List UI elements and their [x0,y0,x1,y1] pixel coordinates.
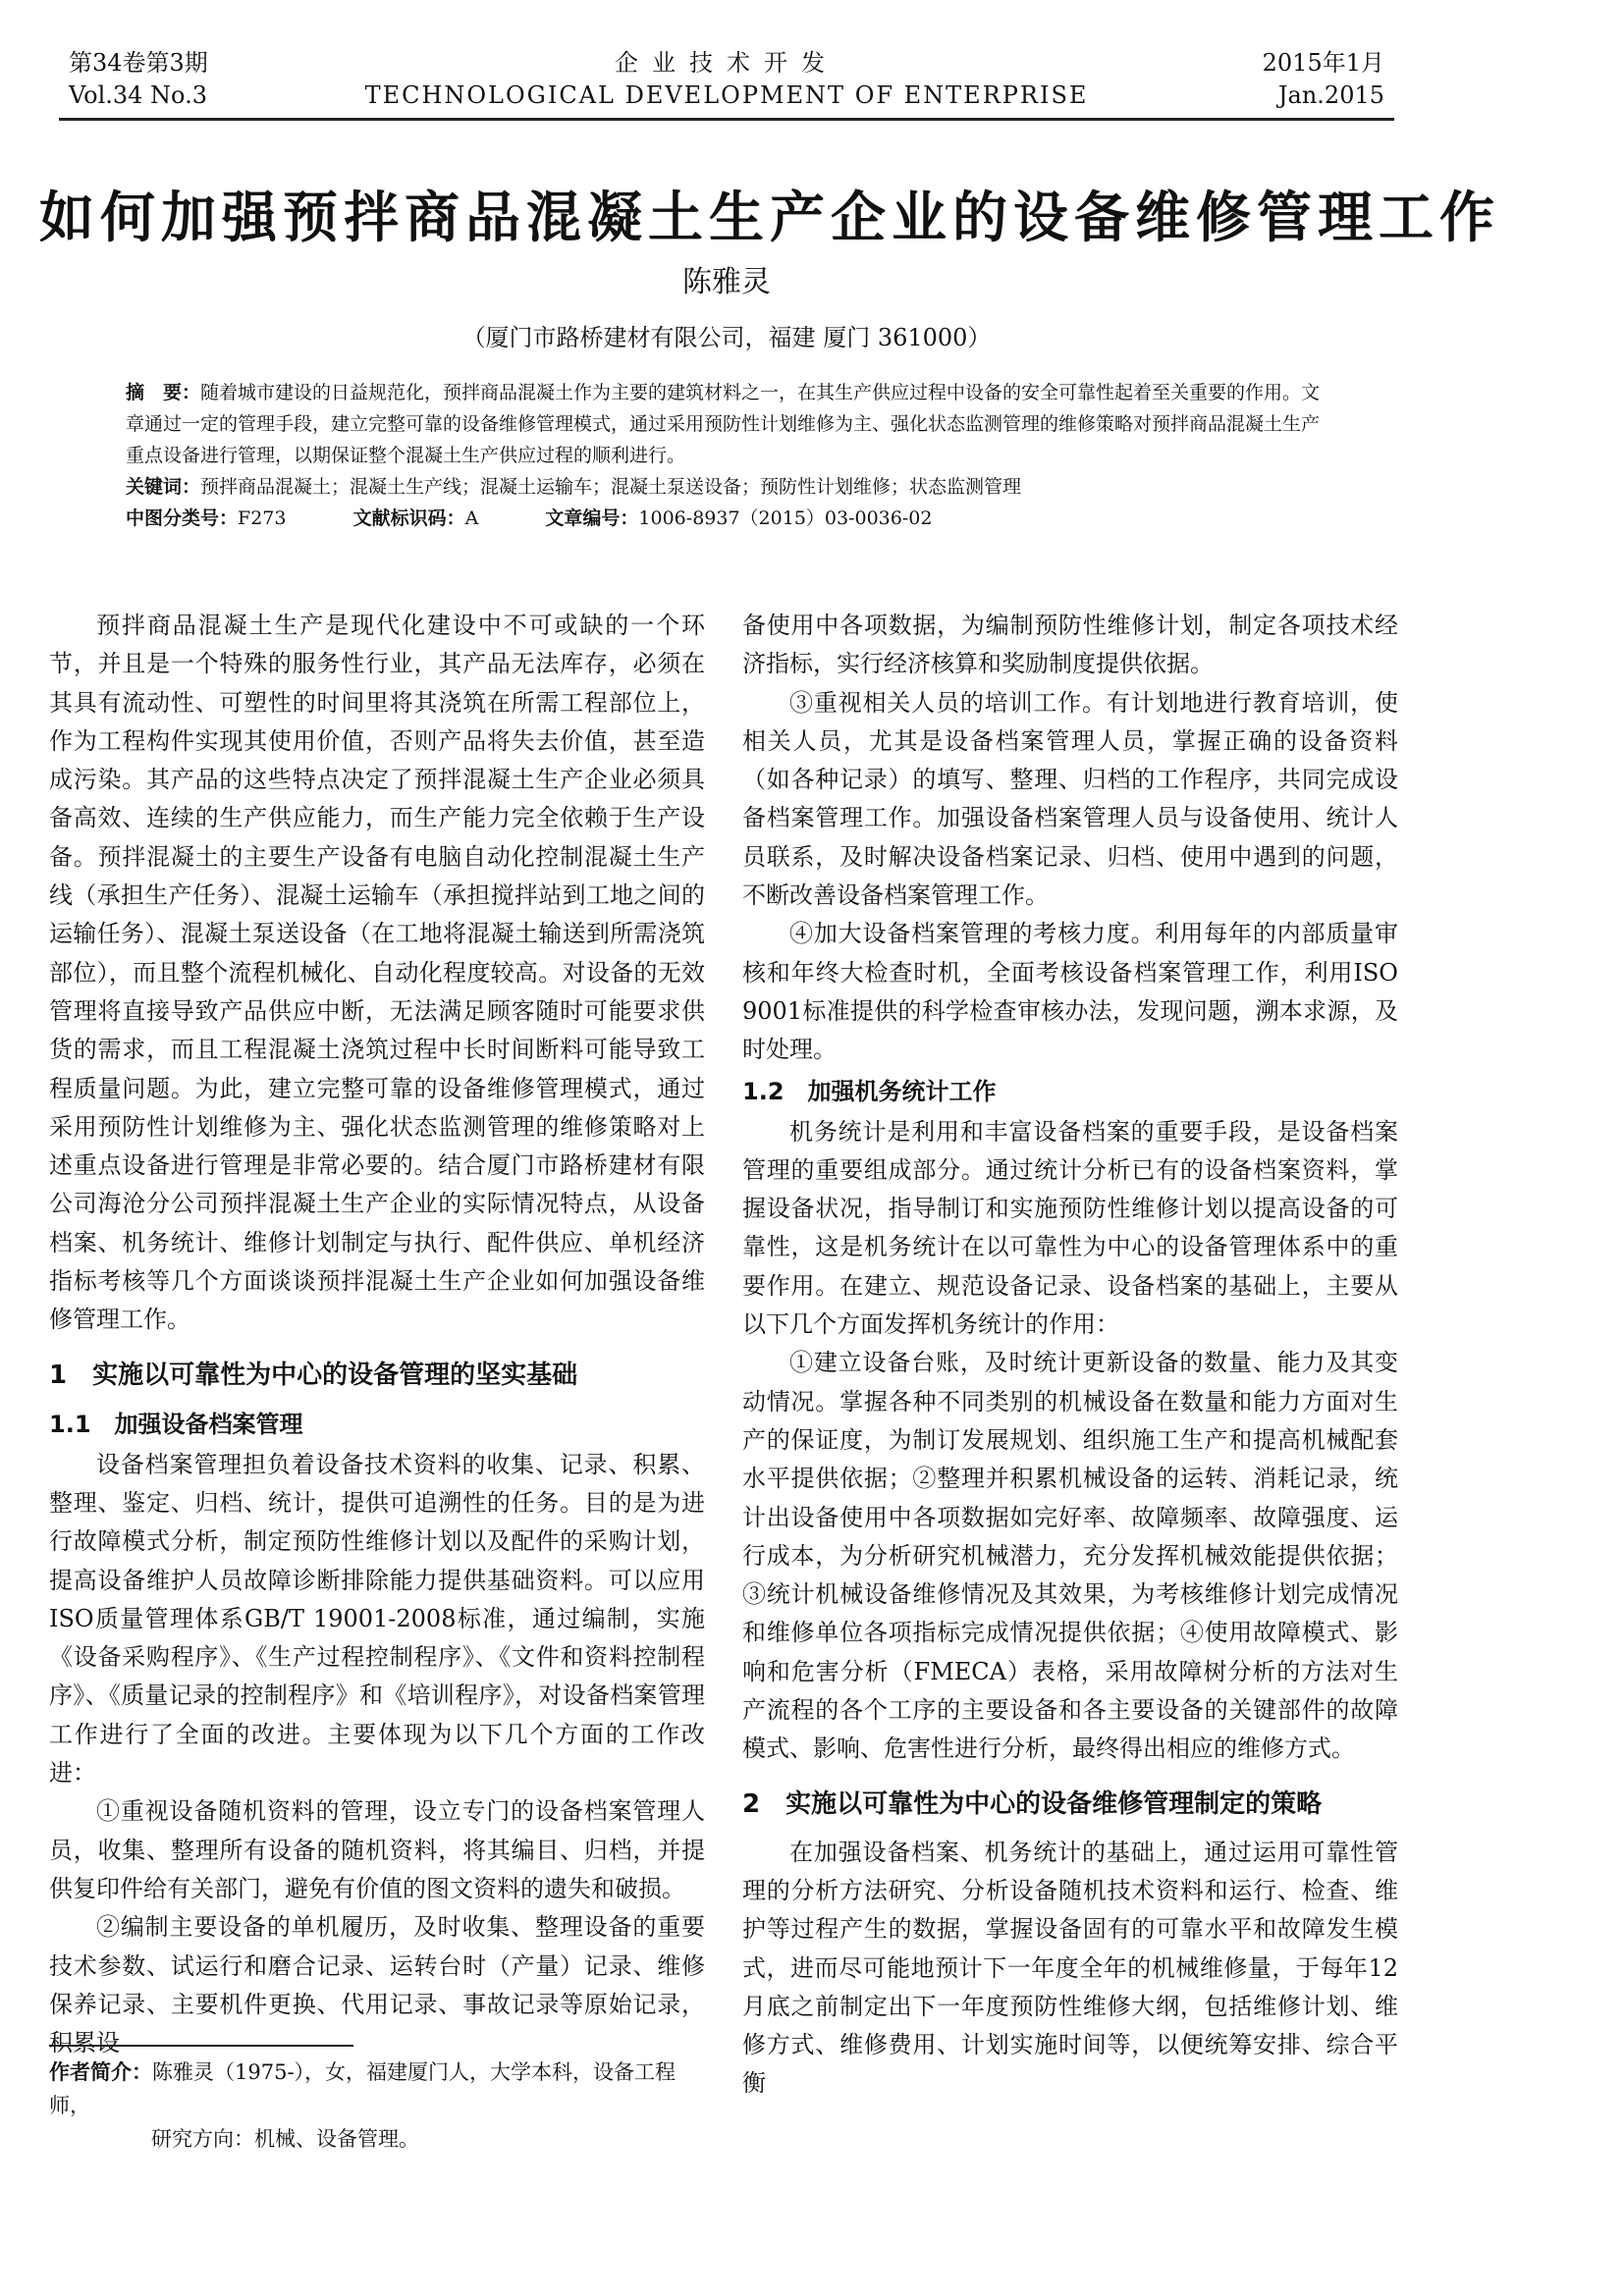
article-no-value: 1006-8937（2015）03-0036-02 [638,507,933,529]
footnote-rule [49,2045,353,2047]
footnote-line-2: 研究方向：机械、设备管理。 [151,2127,419,2151]
item-1-paragraph: ①重视设备随机资料的管理，设立专门的设备档案管理人员，收集、整理所有设备的随机资料，将其编目、归档，并提供复印件给有关部门，避免有价值的图文资料的遗失和破损。 [49,1797,705,1902]
section-1-2-heading: 1.2 加强机务统计工作 [742,1077,997,1105]
section-1-1-heading: 1.1 加强设备档案管理 [49,1410,303,1438]
issue-date [1263,47,1384,112]
classification-line [126,503,1324,534]
section-1-2-paragraph: 机务统计是利用和丰富设备档案的重要手段，是设备档案管理的重要组成部分。通过统计分析已有的设备档案资料，掌握设备状况，指导制订和实施预防性维修计划以提高设备的可靠性，这是机务统计在以可靠性为中心的设备管理体系中的重要作用。在建立、规范设备记录、设备档案的基础上，主要从以下几个方面发挥机务统计的作用： [742,1117,1398,1339]
abstract-label: 摘 要： [126,382,201,403]
section-2-paragraph: 在加强设备档案、机务统计的基础上，通过运用可靠性管理的分析方法研究、分析设备随机技术资料和运行、检查、维护等过程产生的数据，掌握设备固有的可靠水平和故障发生模式，进而尽可能地预计下一年度全年的机械维修量，于每年12月底之前制定出下一年度预防性维修大纲，包括维修计划、维修方式、维修费用、计划实施时间等，以便统筹安排、综合平衡 [742,1838,1398,2098]
abstract-text: 随着城市建设的日益规范化，预拌商品混凝土作为主要的建筑材料之一，在其生产供应过程中设备的安全可靠性起着至关重要的作用。文章通过一定的管理手段，建立完整可靠的设备维修管理模式，通过采用预防性计划维修为主、强化状态监测管理的维修策略对预拌商品混凝土生产重点设备进行管理，以期保证整个混凝土生产供应过程的顺利进行。 [126,382,1321,466]
keywords-label: 关键词： [126,476,201,498]
keywords-text: 预拌商品混凝土；混凝土生产线；混凝土运输车；混凝土泵送设备；预防性计划维修；状态监测管理 [200,476,1022,498]
keywords [126,471,1324,503]
paper-title: 如何加强预拌商品混凝土生产企业的设备维修管理工作 [39,186,1500,250]
item-2-continuation: 备使用中各项数据，为编制预防性维修计划，制定各项技术经济指标，实行经济核算和奖励制度提供依据。 [742,612,1398,678]
abstract-block [126,377,1324,534]
volume-info [69,47,208,112]
footnote-label: 作者简介： [49,2060,152,2084]
section-2-heading: 2 实施以可靠性为中心的设备维修管理制定的策略 [742,1789,1323,1819]
journal-name-cn: 企业技术开发 [615,49,839,77]
doc-code-value: A [464,507,479,529]
item-2-paragraph: ②编制主要设备的单机履历，及时收集、整理设备的重要技术参数、试运行和磨合记录、运转台时（产量）记录、维修保养记录、主要机件更换、代用记录、事故记录等原始记录，积累设 [49,1913,705,2057]
article-no-label: 文章编号： [545,507,639,529]
journal-name-en: TECHNOLOGICAL DEVELOPMENT OF ENTERPRISE [364,81,1089,109]
section-1-1-paragraph: 设备档案管理担负着设备技术资料的收集、记录、积累、整理、鉴定、归档、统计，提供可追溯性的任务。目的是为进行故障模式分析，制定预防性维修计划以及配件的采购计划，提高设备维护人员故障诊断排除能力提供基础资料。可以应用ISO质量管理体系GB/T 19001-2008标准，通过编制，实施《设备采购程序》、《生产过程控制程序》、《文件和资料控制程序》、《质量记录的控制程序》和《培训程序》，对设备档案管理工作进行了全面的改进。主要体现为以下几个方面的工作改进： [49,1450,705,1788]
section-1-heading: 1 实施以可靠性为中心的设备管理的坚实基础 [49,1360,578,1390]
section-1-2-list-paragraph: ①建立设备台账，及时统计更新设备的数量、能力及其变动情况。掌握各种不同类别的机械设备在数量和能力方面对生产的保证度，为制订发展规划、组织施工生产和提高机械配套水平提供依据；②整理并积累机械设备的运转、消耗记录，统计出设备使用中各项数据如完好率、故障频率、故障强度、运行成本，为分析研究机械潜力，充分发挥机械效能提供依据；③统计机械设备维修情况及其效果，为考核维修计划完成情况和维修单位各项指标完成情况提供依据；④使用故障模式、影响和危害分析（FMECA）表格，采用故障树分析的方法对生产流程的各个工序的主要设备和各主要设备的关键部件的故障模式、影响、危害性进行分析，最终得出相应的维修方式。 [742,1349,1398,1763]
author-footnote [49,2056,705,2156]
left-column [49,607,705,2062]
item-3-paragraph: ③重视相关人员的培训工作。有计划地进行教育培训，使相关人员，尤其是设备档案管理人员，掌握正确的设备资料（如各种记录）的填写、整理、归档的工作程序，共同完成设备档案管理工作。加强设备档案管理人员与设备使用、统计人员联系，及时解决设备档案记录、归档、使用中遇到的问题，不断改善设备档案管理工作。 [742,688,1398,910]
right-column [742,607,1398,2104]
author-affiliation: （厦门市路桥建材有限公司，福建 厦门 361000） [461,324,992,351]
volume-en: Vol.34 No.3 [69,81,207,109]
issue-date-cn: 2015年1月 [1262,49,1384,77]
running-header [69,47,1384,112]
item-4-paragraph: ④加大设备档案管理的考核力度。利用每年的内部质量审核和年终大检查时机，全面考核设备档案管理工作，利用ISO 9001标准提供的科学检查审核办法，发现问题，溯本求源，及时处理。 [742,920,1398,1064]
issue-date-en: Jan.2015 [1277,81,1384,109]
header-rule [59,118,1394,121]
footnote-line-1 [49,2056,705,2122]
clc-value: F273 [238,507,287,529]
footnote-text-1: 陈雅灵（1975-），女，福建厦门人，大学本科，设备工程师， [49,2060,677,2117]
author-name: 陈雅灵 [682,265,771,299]
abstract [126,377,1324,471]
doc-code-label: 文献标识码： [352,507,465,529]
volume-cn: 第34卷第3期 [69,49,208,77]
journal-name [265,47,1188,112]
intro-paragraph: 预拌商品混凝土生产是现代化建设中不可或缺的一个环节，并且是一个特殊的服务性行业，其产品无法库存，必须在其具有流动性、可塑性的时间里将其浇筑在所需工程部位上，作为工程构件实现其使用价值，否则产品将失去价值，甚至造成污染。其产品的这些特点决定了预拌混凝土生产企业必须具备高效、连续的生产供应能力，而生产能力完全依赖于生产设备。预拌混凝土的主要生产设备有电脑自动化控制混凝土生产线（承担生产任务）、混凝土运输车（承担搅拌站到工地之间的运输任务）、混凝土泵送设备（在工地将混凝土输送到所需浇筑部位），而且整个流程机械化、自动化程度较高。对设备的无效管理将直接导致产品供应中断，无法满足顾客随时可能要求供货的需求，而且工程混凝土浇筑过程中长时间断料可能导致工程质量问题。为此，建立完整可靠的设备维修管理模式，通过采用预防性计划维修为主、强化状态监测管理的维修策略对上述重点设备进行管理是非常必要的。结合厦门市路桥建材有限公司海沧分公司预拌混凝土生产企业的实际情况特点，从设备档案、机务统计、维修计划制定与执行、配件供应、单机经济指标考核等几个方面谈谈预拌混凝土生产企业如何加强设备维修管理工作。 [49,612,705,1334]
clc-label: 中图分类号： [126,507,239,529]
